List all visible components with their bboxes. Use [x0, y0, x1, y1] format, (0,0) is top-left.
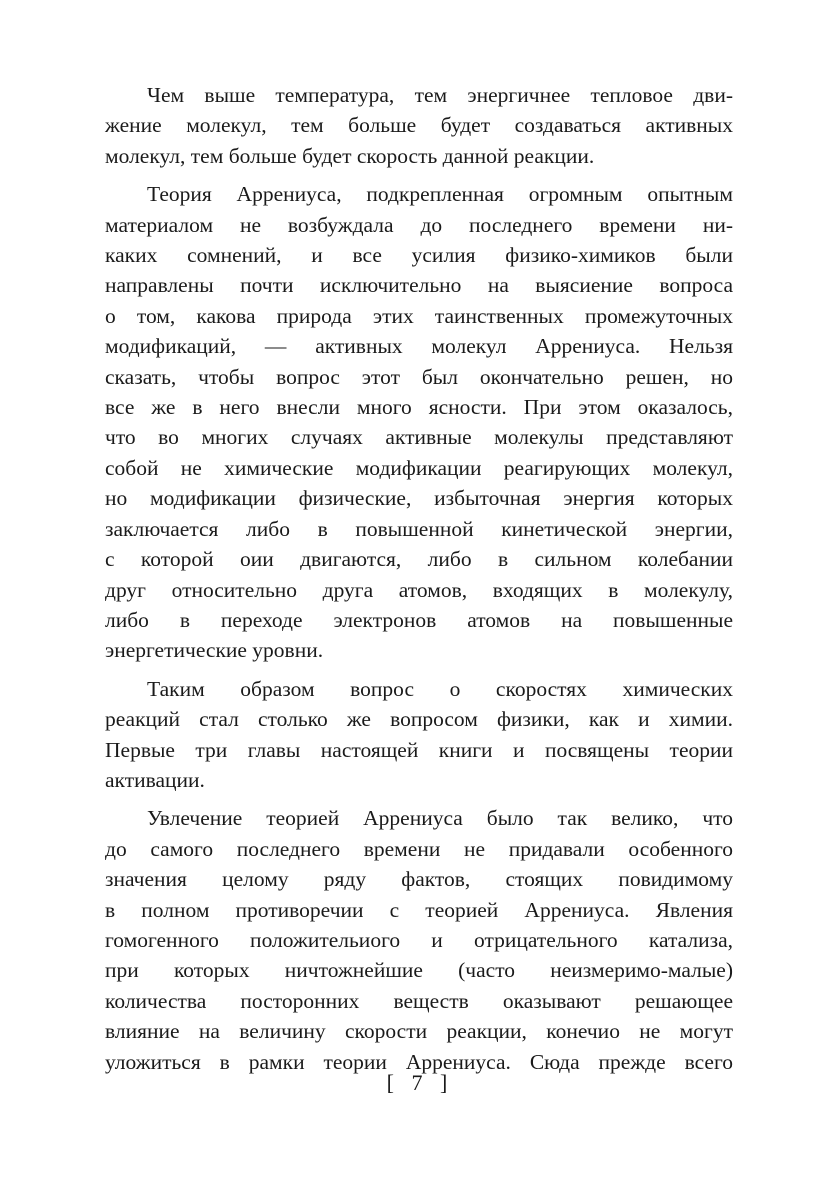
text-line: Чем выше температура, тем энергичнее тепловое дви- — [147, 83, 733, 107]
text-line: реакций стал столько же вопросом физики, как и химии. — [105, 707, 733, 732]
paragraph-3 — [105, 674, 733, 796]
text-line: материалом не возбуждала до последнего времени ни- — [105, 212, 733, 237]
text-line: все же в него внесли много ясности. При этом оказалось, — [105, 395, 733, 420]
text-line: количества посторонних веществ оказывают решающее — [105, 988, 733, 1013]
text-line: значения целому ряду фактов, стоящих повидимому — [105, 867, 733, 892]
text-line: активации. — [105, 767, 205, 792]
text-line: молекул, тем больше будет скорость данной реакции. — [105, 143, 595, 168]
text-line: влияние на величину скорости реакции, конечио не могут — [105, 1019, 733, 1044]
text-line: сказать, чтобы вопрос этот был окончательно решен, но — [105, 364, 733, 389]
text-line: о том, какова природа этих таинственных промежуточных — [105, 303, 733, 328]
text-line: направлены почти исключительно на выясиение вопроса — [105, 273, 733, 298]
text-line: при которых ничтожнейшие (часто неизмеримо-малые) — [105, 958, 733, 983]
text-line: Таким образом вопрос о скоростях химических — [147, 676, 733, 701]
text-line: гомогенного положительиого и отрицательного катализа, — [105, 927, 733, 952]
text-line: либо в переходе электронов атомов на повышенные — [105, 607, 733, 632]
page-text-block — [105, 80, 733, 1085]
text-line: но модификации физические, избыточная энергия которых — [105, 486, 733, 511]
text-line: с которой оии двигаются, либо в сильном колебании — [105, 547, 733, 572]
text-line: друг относительно друга атомов, входящих в молекулу, — [105, 577, 733, 602]
text-line: собой не химические модификации реагирующих молекул, — [105, 455, 733, 480]
text-line: Первые три главы настоящей книги и посвящены теории — [105, 737, 733, 762]
text-line: заключается либо в повышенной кинетической энергии, — [105, 516, 733, 541]
text-line: жение молекул, тем больше будет создаваться активных — [105, 113, 733, 138]
text-line: уложиться в рамки теории Аррениуса. Сюда прежде всего — [105, 1049, 733, 1074]
text-line: каких сомнений, и все усилия физико-химиков были — [105, 243, 733, 268]
text-line: энергетические уровни. — [105, 638, 324, 663]
text-line: до самого последнего времени не придавали особенного — [105, 836, 733, 861]
page-number: [ 7 ] — [386, 1070, 454, 1095]
paragraph-4 — [105, 803, 733, 1077]
text-line: что во многих случаях активные молекулы представляют — [105, 425, 733, 450]
text-line: Увлечение теорией Аррениуса было так велико, что — [147, 806, 733, 831]
text-line: модификаций, — активных молекул Аррениуса. Нельзя — [105, 334, 733, 359]
paragraph-2 — [105, 179, 733, 666]
text-line: Теория Аррениуса, подкрепленная огромным опытным — [147, 182, 733, 207]
text-line: в полном противоречии с теорией Аррениуса. Явления — [105, 897, 733, 922]
paragraph-1 — [105, 80, 733, 171]
